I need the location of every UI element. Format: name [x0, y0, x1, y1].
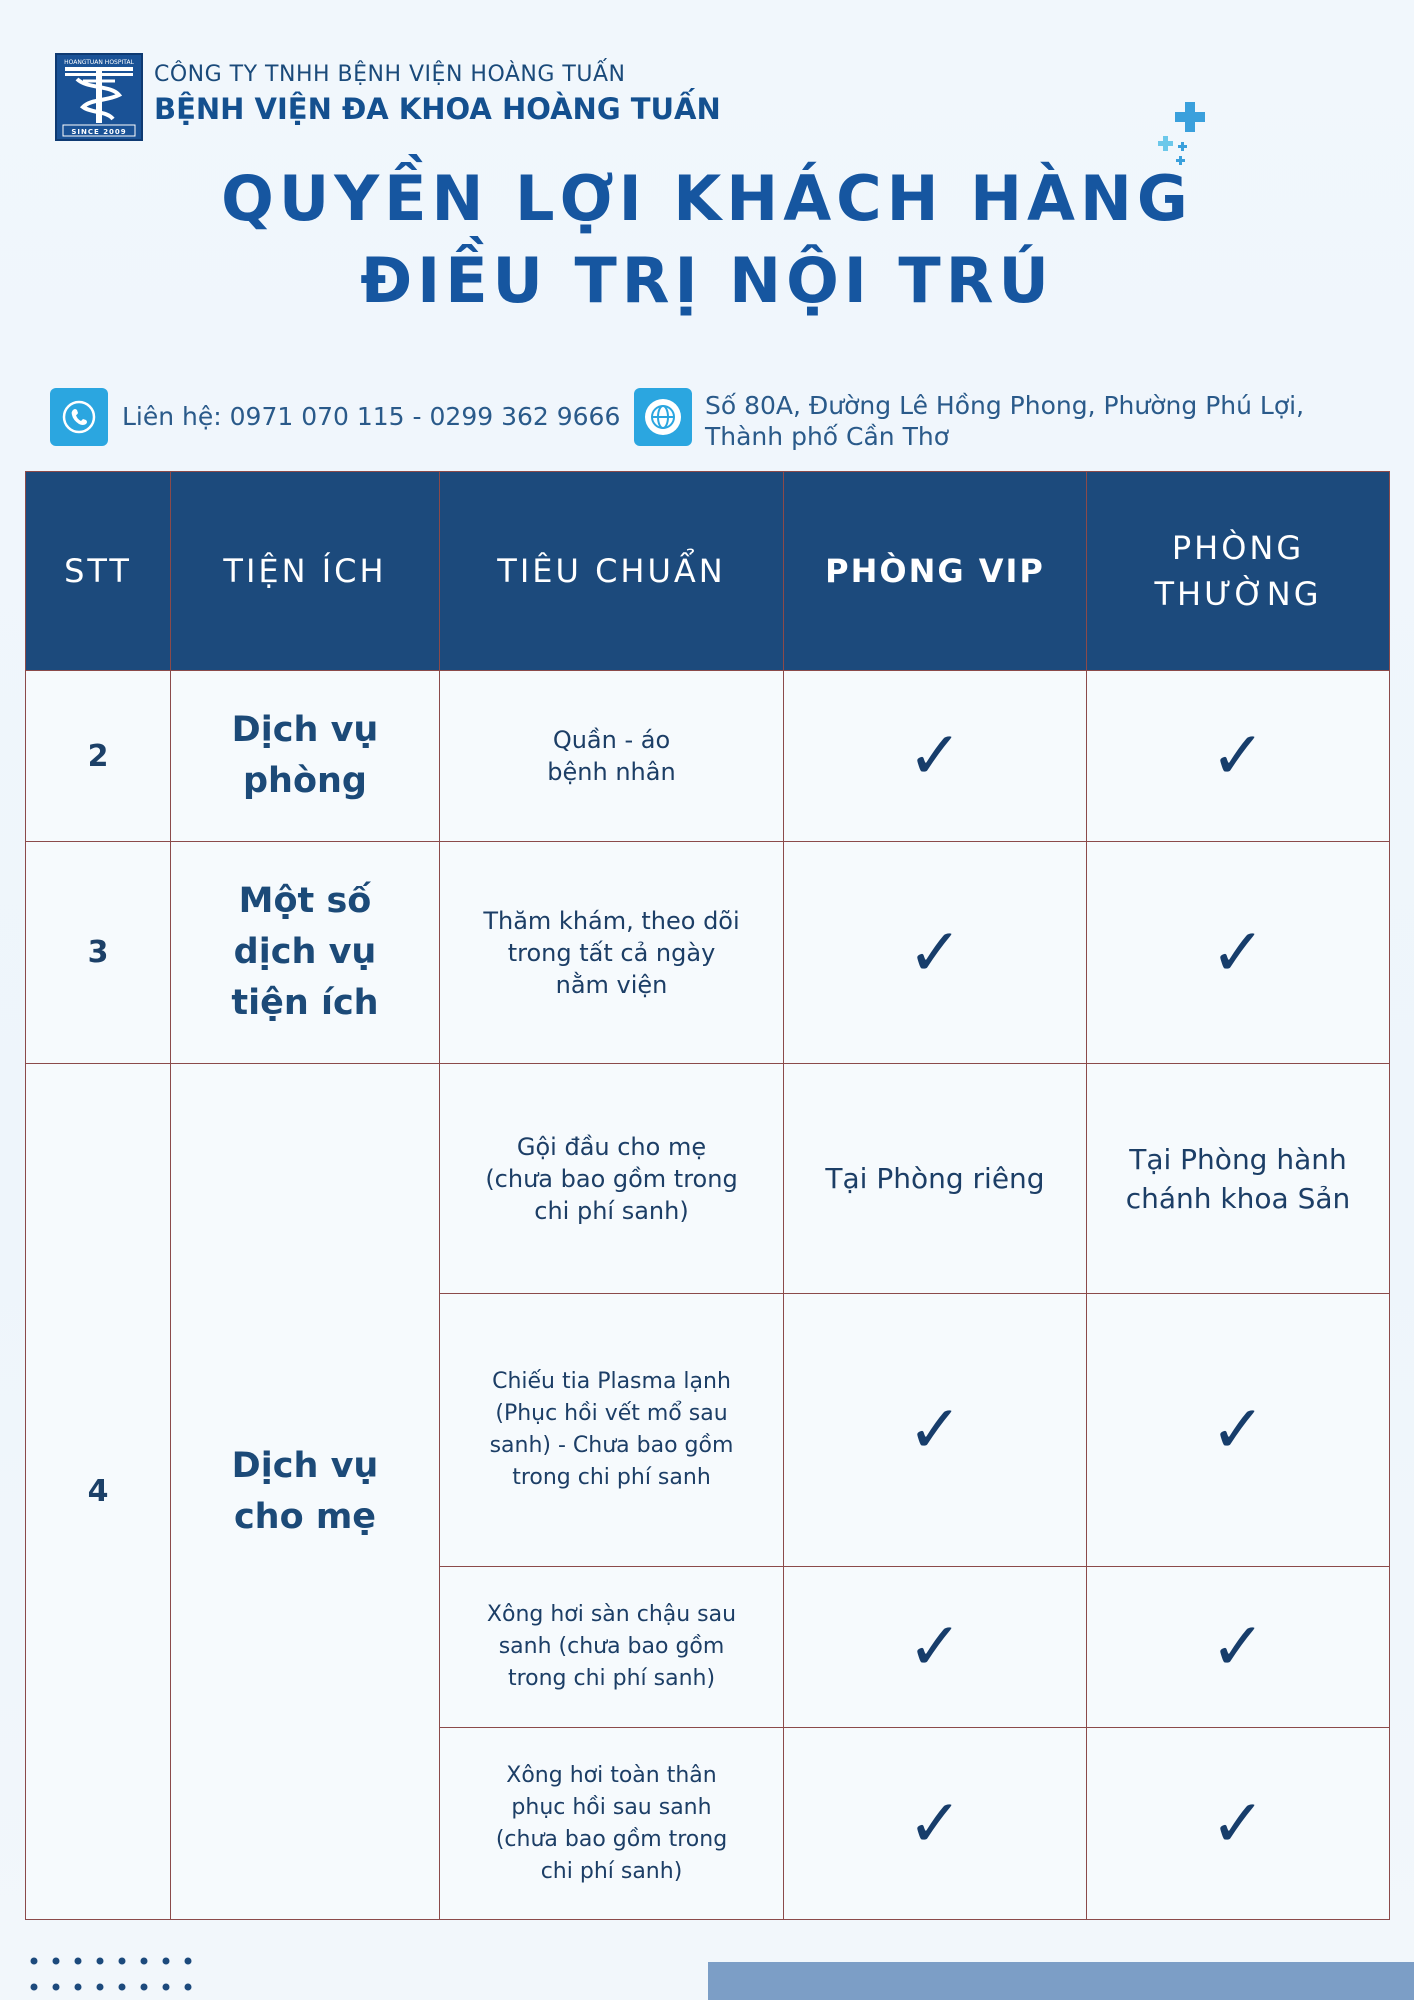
check-icon: ✓: [907, 1608, 963, 1685]
company-name: CÔNG TY TNHH BỆNH VIỆN HOÀNG TUẤN: [154, 62, 626, 87]
phone-text: Liên hệ: 0971 070 115 - 0299 362 9666: [122, 402, 621, 431]
row-stt: 3: [26, 842, 171, 1064]
header-normal: [1087, 472, 1390, 671]
std-line: phục hồi sau sanh: [511, 1794, 712, 1820]
util-line: Một số: [238, 881, 372, 921]
std-line: chi phí sanh): [540, 1858, 683, 1884]
row-util: [171, 842, 440, 1064]
caduceus-icon: [57, 55, 141, 139]
std-line: trong chi phí sanh): [507, 1666, 716, 1691]
row-stt: 2: [26, 671, 171, 842]
benefits-table: [25, 471, 1390, 1920]
row-vip: [784, 671, 1087, 842]
table-header-row: [26, 472, 1390, 671]
phone-icon: [50, 388, 108, 446]
globe-icon: [634, 388, 692, 446]
std-line: trong tất cả ngày: [507, 938, 716, 967]
address-line2: Thành phố Cần Thơ: [705, 422, 950, 451]
header-vip: PHÒNG VIP: [784, 472, 1087, 671]
row-normal: [1087, 1728, 1390, 1920]
page-title-line2: ĐIỀU TRỊ NỘI TRÚ: [360, 244, 1054, 317]
row-vip: [784, 842, 1087, 1064]
address-line1: Số 80A, Đường Lê Hồng Phong, Phường Phú Lợi,: [705, 391, 1305, 420]
row-normal: [1087, 842, 1390, 1064]
util-line: tiện ích: [231, 983, 379, 1023]
check-icon: ✓: [907, 1391, 963, 1468]
row-std: [440, 1064, 784, 1294]
medical-cross-icon: [1155, 98, 1215, 168]
std-line: Quần - áo: [552, 726, 671, 754]
table-row: [26, 842, 1390, 1064]
row-vip: [784, 1294, 1087, 1567]
std-line: Gội đầu cho mẹ: [516, 1132, 707, 1161]
check-icon: ✓: [1210, 1391, 1266, 1468]
row-normal: [1087, 1567, 1390, 1728]
row-stt: 4: [26, 1064, 171, 1920]
logo-text-top: HOANGTUAN HOSPITAL: [64, 59, 134, 66]
std-line: chi phí sanh): [534, 1196, 689, 1225]
std-line: bệnh nhân: [547, 758, 676, 786]
row-std: [440, 671, 784, 842]
check-icon: ✓: [907, 1784, 963, 1862]
hospital-logo: [55, 53, 143, 141]
row-normal: [1087, 1064, 1390, 1294]
header-normal-line2: THƯỜNG: [1154, 575, 1322, 613]
check-icon: ✓: [907, 913, 963, 991]
header-std: TIÊU CHUẨN: [440, 472, 784, 671]
normal-line: chánh khoa Sản: [1125, 1181, 1351, 1215]
page-title-line1: QUYỀN LỢI KHÁCH HÀNG: [221, 162, 1193, 235]
check-icon: ✓: [1210, 913, 1266, 991]
std-line: (chưa bao gồm trong: [485, 1164, 738, 1193]
std-line: nằm viện: [555, 970, 668, 999]
check-icon: ✓: [1210, 1784, 1266, 1862]
check-icon: ✓: [907, 717, 963, 794]
header-stt: STT: [26, 472, 171, 671]
decorative-dots: [28, 1955, 198, 1995]
normal-line: Tại Phòng hành: [1129, 1142, 1347, 1176]
std-line: (chưa bao gồm trong: [495, 1826, 728, 1852]
row-vip: [784, 1567, 1087, 1728]
row-util: [171, 671, 440, 842]
std-line: (Phục hồi vết mổ sau: [495, 1401, 728, 1426]
util-line: dịch vụ: [233, 932, 377, 972]
row-normal: [1087, 671, 1390, 842]
row-std: [440, 1567, 784, 1728]
row-vip: Tại Phòng riêng: [784, 1064, 1087, 1294]
header-util: TIỆN ÍCH: [171, 472, 440, 671]
header-normal-line1: PHÒNG: [1171, 529, 1305, 567]
util-line: Dịch vụ: [231, 710, 379, 750]
hospital-name: BỆNH VIỆN ĐA KHOA HOÀNG TUẤN: [154, 92, 721, 126]
std-line: Chiếu tia Plasma lạnh: [492, 1369, 731, 1394]
logo-text-bottom: SINCE 2009: [71, 128, 127, 136]
row-vip: [784, 1728, 1087, 1920]
row-std: [440, 1728, 784, 1920]
std-line: Xông hơi toàn thân: [506, 1762, 717, 1788]
check-icon: ✓: [1210, 1608, 1266, 1685]
util-line: phòng: [243, 761, 367, 801]
std-line: sanh) - Chưa bao gồm: [489, 1433, 734, 1458]
util-line: cho mẹ: [233, 1496, 377, 1537]
std-line: Xông hơi sàn chậu sau: [486, 1602, 737, 1627]
table-row: [26, 671, 1390, 842]
row-std: [440, 1294, 784, 1567]
table-row: [26, 1064, 1390, 1294]
footer-bar: [708, 1962, 1414, 2000]
std-line: Thăm khám, theo dõi: [483, 906, 740, 935]
row-std: [440, 842, 784, 1064]
std-line: trong chi phí sanh: [512, 1465, 711, 1490]
row-normal: [1087, 1294, 1390, 1567]
std-line: sanh (chưa bao gồm: [498, 1634, 725, 1659]
row-util: [171, 1064, 440, 1920]
util-line: Dịch vụ: [231, 1445, 379, 1486]
check-icon: ✓: [1210, 717, 1266, 794]
